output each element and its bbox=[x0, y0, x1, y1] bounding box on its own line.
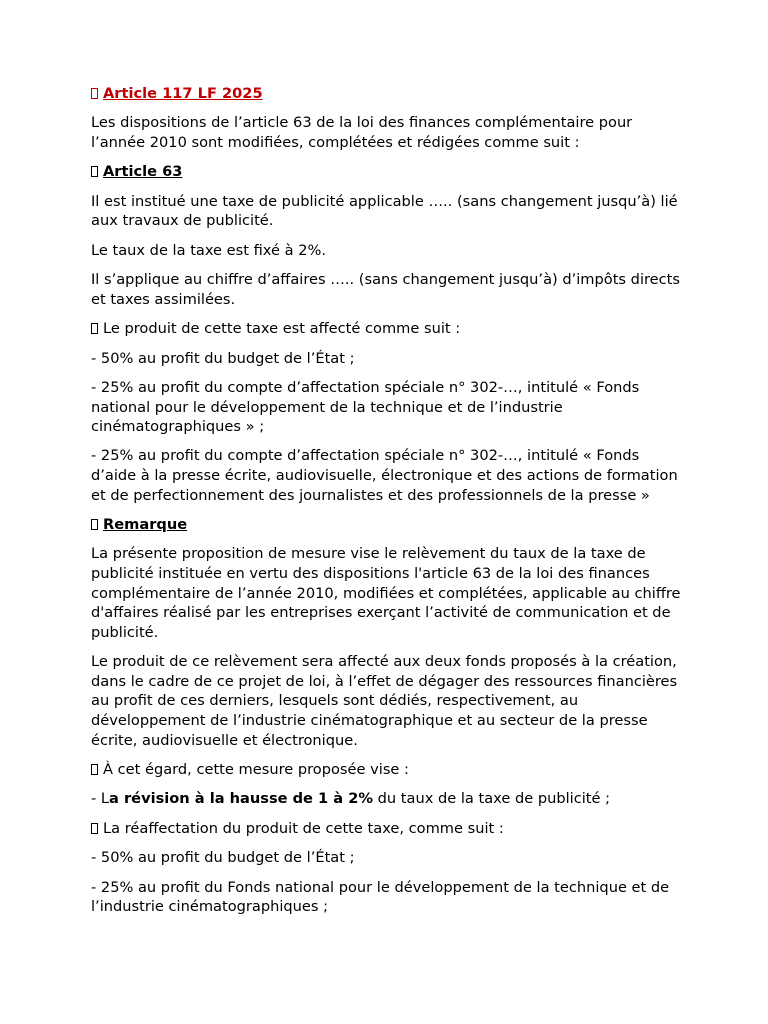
list-item-cinema-fund: - 25% au profit du compte d’affectation spéciale n° 302-…, intitulé « Fonds national pour le développement de la technique et de l’industrie cinématographiques » ; bbox=[91, 378, 640, 436]
article-63-title: Article 63 bbox=[103, 163, 183, 181]
article-117-heading bbox=[91, 84, 681, 104]
tax-proceeds-text: Le produit de cette taxe est affecté comme suit : bbox=[103, 320, 461, 338]
tax-rate-paragraph: Le taux de la taxe est fixé à 2%. bbox=[91, 241, 326, 259]
list-item-state-budget-2: - 50% au profit du budget de l’État ; bbox=[91, 849, 355, 867]
missing-glyph-box-icon bbox=[91, 519, 98, 530]
intro-paragraph: Les dispositions de l’article 63 de la loi des finances complémentaire pour l’année 2010 sont modifiées, complétées et rédigées comme suit : bbox=[91, 114, 633, 151]
reallocation-text: La réaffectation du produit de cette taxe, comme suit : bbox=[103, 819, 504, 837]
revision-bold-text: a révision à la hausse de 1 à 2% bbox=[109, 790, 373, 808]
missing-glyph-box-icon bbox=[91, 823, 98, 834]
article-63-heading bbox=[91, 162, 681, 182]
revision-paragraph bbox=[91, 789, 681, 809]
list-item-state-budget: - 50% au profit du budget de l’État ; bbox=[91, 349, 355, 367]
missing-glyph-box-icon bbox=[91, 166, 98, 177]
missing-glyph-box-icon bbox=[91, 88, 98, 99]
list-item-press-fund: - 25% au profit du compte d’affectation spéciale n° 302-…, intitulé « Fonds d’aide à la presse écrite, audiovisuelle, électronique et des actions de formation et de perfectionnement des journalistes et des professionnels de la presse » bbox=[91, 447, 678, 504]
missing-glyph-box-icon bbox=[91, 764, 98, 775]
remark-title: Remarque bbox=[103, 516, 188, 534]
list-item-cinema-fund-2: - 25% au profit du Fonds national pour le développement de la technique et de l’industrie cinématographiques ; bbox=[91, 878, 670, 916]
revision-prefix: - L bbox=[91, 790, 110, 808]
revision-suffix: du taux de la taxe de publicité ; bbox=[372, 790, 611, 808]
measure-aims-paragraph bbox=[91, 760, 681, 780]
measure-aims-text: À cet égard, cette mesure proposée vise : bbox=[103, 760, 409, 778]
reallocation-paragraph bbox=[91, 819, 681, 839]
tax-applies-paragraph: Il s’applique au chiffre d’affaires ….. (sans changement jusqu’à) d’impôts directs et taxes assimilées. bbox=[91, 271, 681, 308]
tax-instituted-paragraph: Il est institué une taxe de publicité applicable ….. (sans changement jusqu’à) lié aux travaux de publicité. bbox=[91, 192, 678, 230]
remark-heading bbox=[91, 515, 681, 535]
remark-paragraph-2: Le produit de ce relèvement sera affecté aux deux fonds proposés à la création, dans le cadre de ce projet de loi, à l’effet de dégager des ressources financières au profit de ces derniers, lesquels sont dédiés, respectivement, au développement de l’industrie cinématographique et au secteur de la presse écrite, audiovisuelle et électronique. bbox=[91, 653, 678, 749]
tax-proceeds-paragraph bbox=[91, 319, 681, 339]
document-body bbox=[91, 84, 681, 927]
missing-glyph-box-icon bbox=[91, 323, 98, 334]
remark-paragraph-1: La présente proposition de mesure vise le relèvement du taux de la taxe de publicité instituée en vertu des dispositions l'article 63 de la loi des finances complémentaire de l’année 2010, modifiées et complétées, applicable au chiffre d'affaires réalisé par les entreprises exerçant l’activité de communication et de publicité. bbox=[91, 545, 681, 641]
article-117-title: Article 117 LF 2025 bbox=[103, 85, 263, 102]
